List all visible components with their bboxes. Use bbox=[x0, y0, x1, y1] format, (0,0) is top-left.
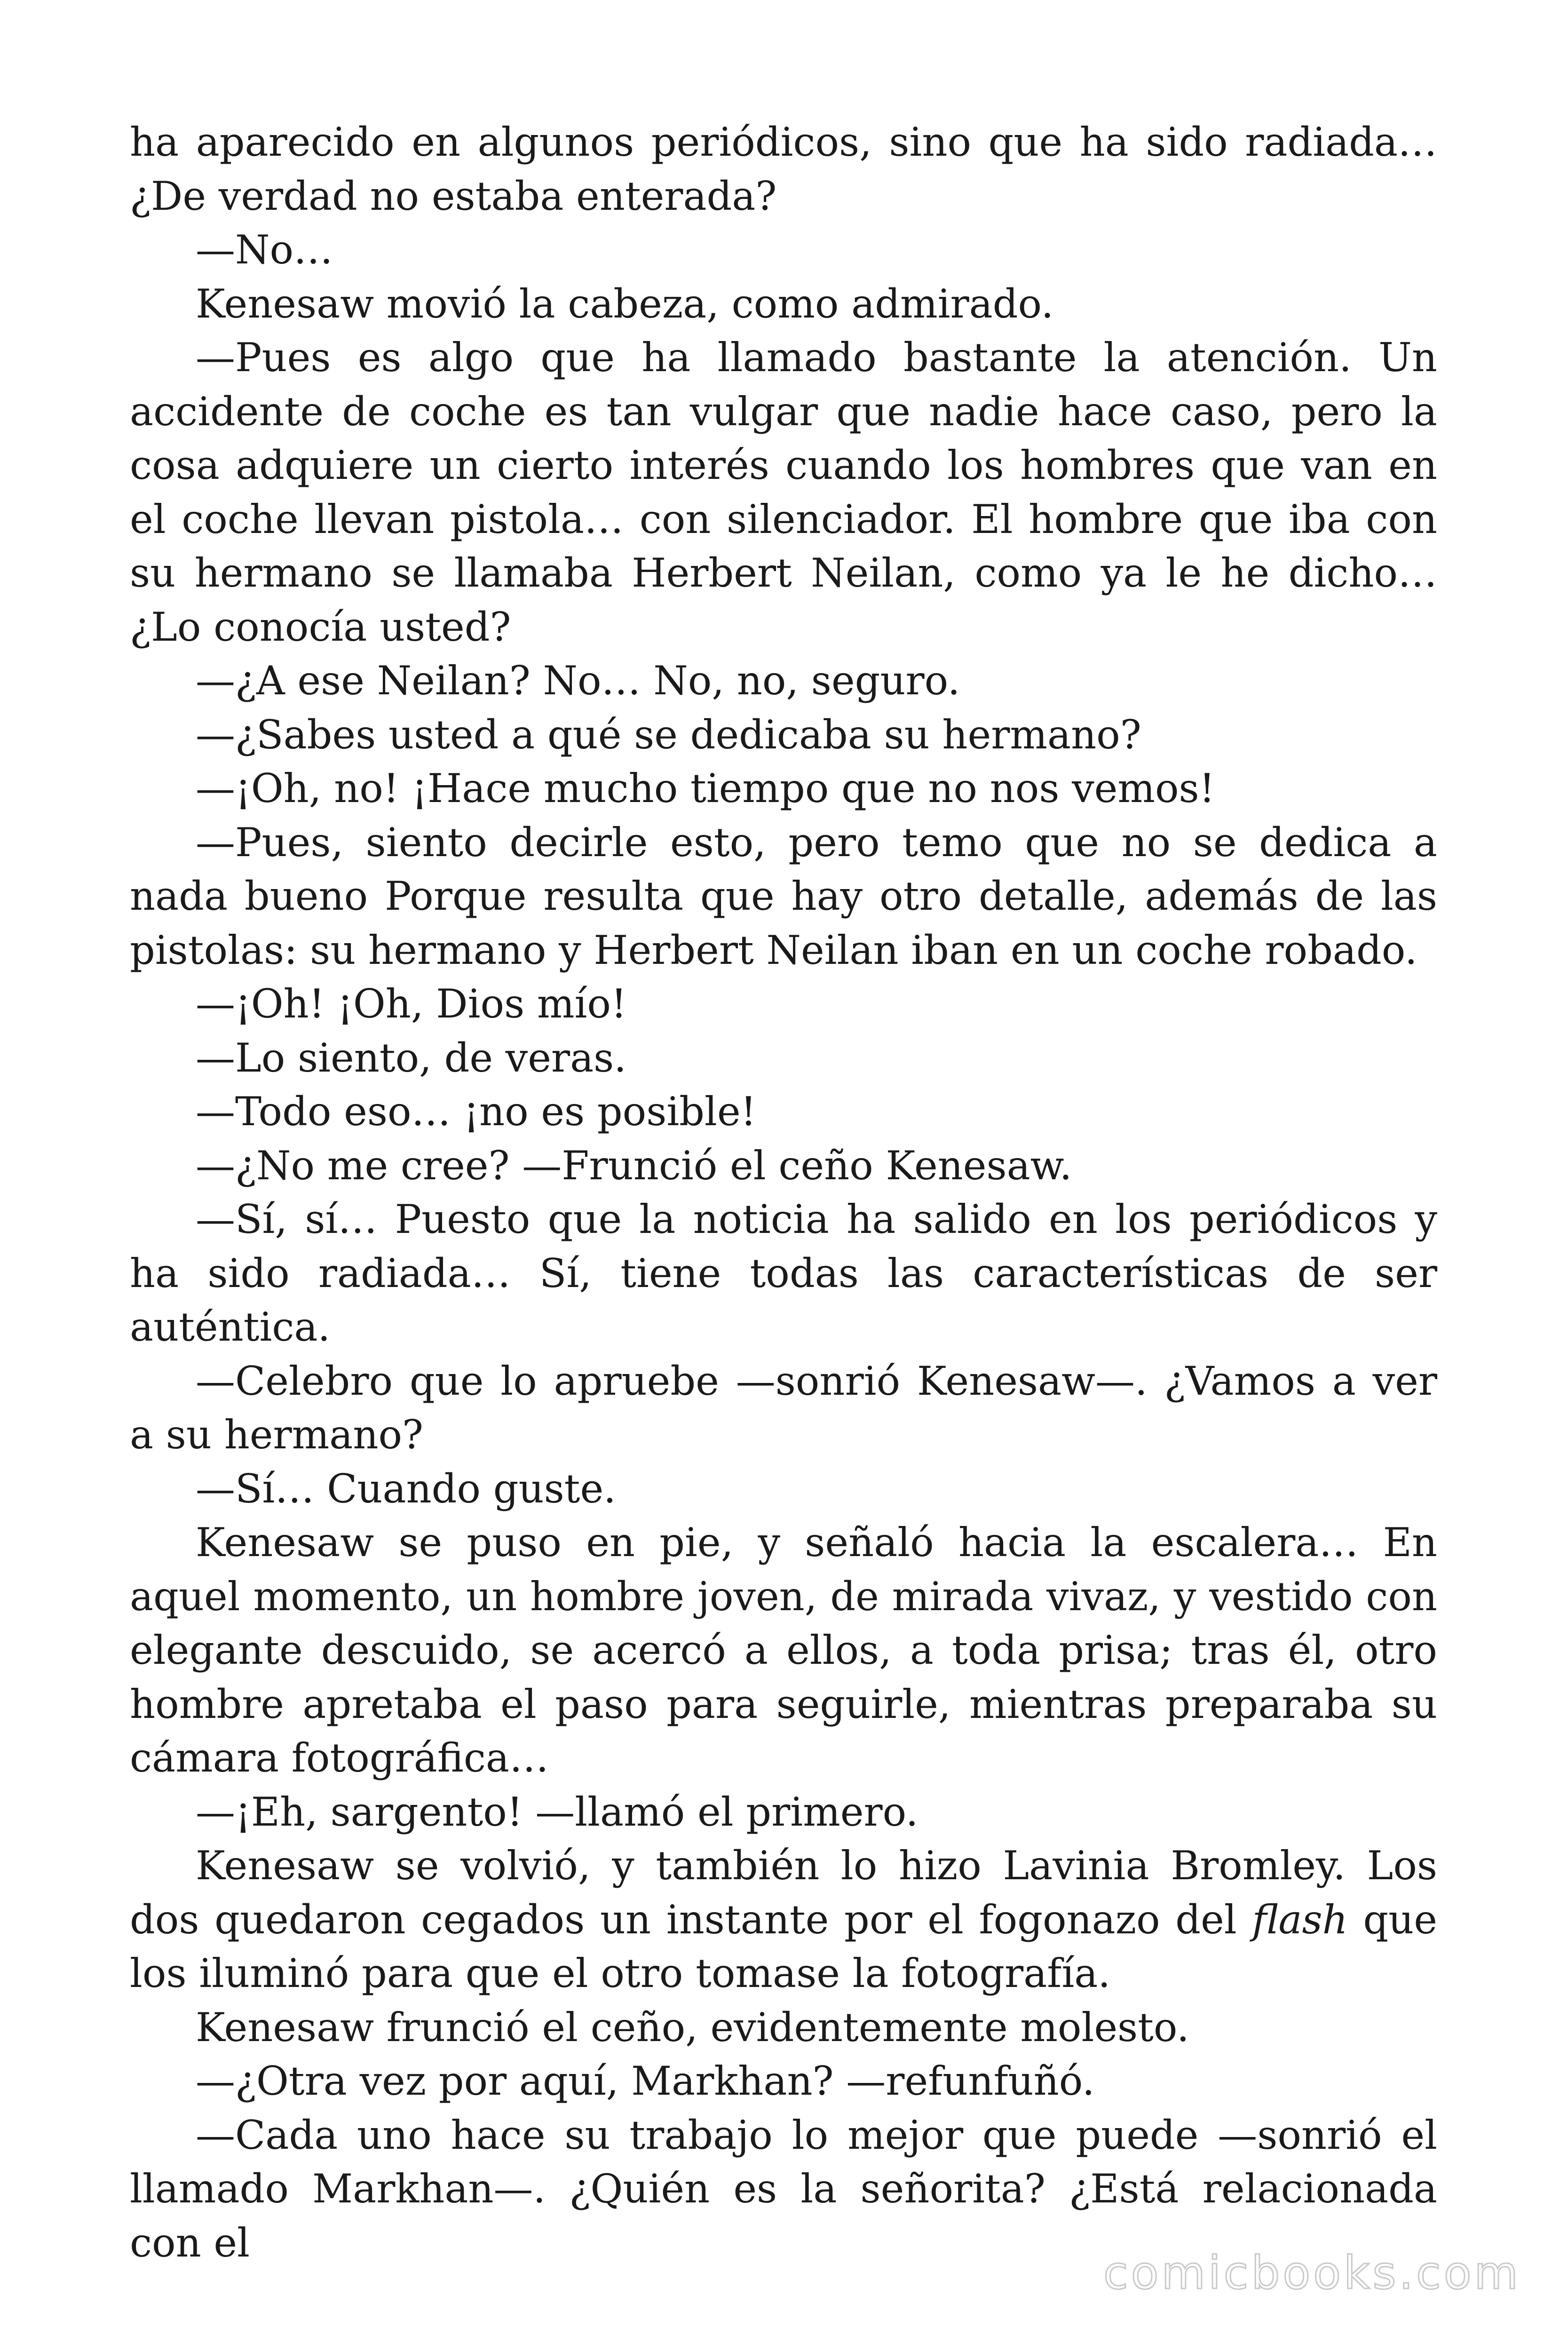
paragraph: —Cada uno hace su trabajo lo mejor que puede —sonrió el llamado Markhan—. ¿Quién es la señorita? ¿Está relacionada con el bbox=[130, 2112, 1437, 2266]
paragraph: —Pues es algo que ha llamado bastante la atención. Un accidente de coche es tan vulgar que nadie hace caso, pero la cosa adquiere un cierto interés cuando los hombres que van en el coche llevan pistola… con silenciador. El hombre que iba con su hermano se llamaba Herbert Neilan, como ya le he dicho… ¿Lo conocía usted? bbox=[130, 334, 1437, 650]
paragraph: —¡Oh! ¡Oh, Dios mío! bbox=[196, 981, 627, 1027]
paragraph bbox=[130, 1839, 1437, 2001]
paragraph: —No… bbox=[196, 227, 333, 273]
paragraph: Kenesaw se puso en pie, y señaló hacia la escalera… En aquel momento, un hombre joven, de mirada vivaz, y vestido con elegante descuido, se acercó a ellos, a toda prisa; tras él, otro hombre apretaba el paso para seguirle, mientras preparaba su cámara fotográfica… bbox=[130, 1519, 1437, 1781]
paragraph: —¡Oh, no! ¡Hace mucho tiempo que no nos vemos! bbox=[196, 765, 1215, 811]
paragraph-text-after: que los iluminó para que el otro tomase la fotografía. bbox=[130, 1896, 1437, 1996]
paragraph: Kenesaw frunció el ceño, evidentemente molesto. bbox=[196, 2004, 1189, 2050]
paragraph: —Celebro que lo apruebe —sonrió Kenesaw—. ¿Vamos a ver a su hermano? bbox=[130, 1358, 1437, 1458]
paragraph: —Todo eso… ¡no es posible! bbox=[196, 1089, 757, 1135]
paragraph: —¿Sabes usted a qué se dedicaba su hermano? bbox=[196, 711, 1141, 758]
paragraph: —Sí, sí… Puesto que la noticia ha salido en los periódicos y ha sido radiada… Sí, tiene todas las características de ser auténtica. bbox=[130, 1196, 1437, 1350]
paragraph: Kenesaw movió la cabeza, como admirado. bbox=[196, 280, 1054, 327]
italic-word: flash bbox=[1252, 1896, 1348, 1943]
paragraph: —¿Otra vez por aquí, Markhan? —refunfuñó. bbox=[196, 2058, 1095, 2104]
watermark: comicbooks.com bbox=[1103, 2247, 1521, 2299]
paragraph: ha aparecido en algunos periódicos, sino que ha sido radiada… ¿De verdad no estaba enterada? bbox=[130, 119, 1437, 219]
body-text bbox=[130, 115, 1437, 2270]
paragraph: —¿A ese Neilan? No… No, no, seguro. bbox=[196, 658, 960, 704]
paragraph: —¿No me cree? —Frunció el ceño Kenesaw. bbox=[196, 1142, 1072, 1189]
paragraph: —Pues, siento decirle esto, pero temo que no se dedica a nada bueno Porque resulta que hay otro detalle, además de las pistolas: su hermano y Herbert Neilan iban en un coche robado. bbox=[130, 819, 1437, 973]
paragraph: —Lo siento, de veras. bbox=[196, 1034, 626, 1081]
paragraph-text-before: Kenesaw se volvió, y también lo hizo Lavinia Bromley. Los dos quedaron cegados un instante por el fogonazo del bbox=[130, 1843, 1437, 1943]
paragraph: —¡Eh, sargento! —llamó el primero. bbox=[196, 1788, 919, 1835]
paragraph: —Sí… Cuando guste. bbox=[196, 1465, 616, 1512]
